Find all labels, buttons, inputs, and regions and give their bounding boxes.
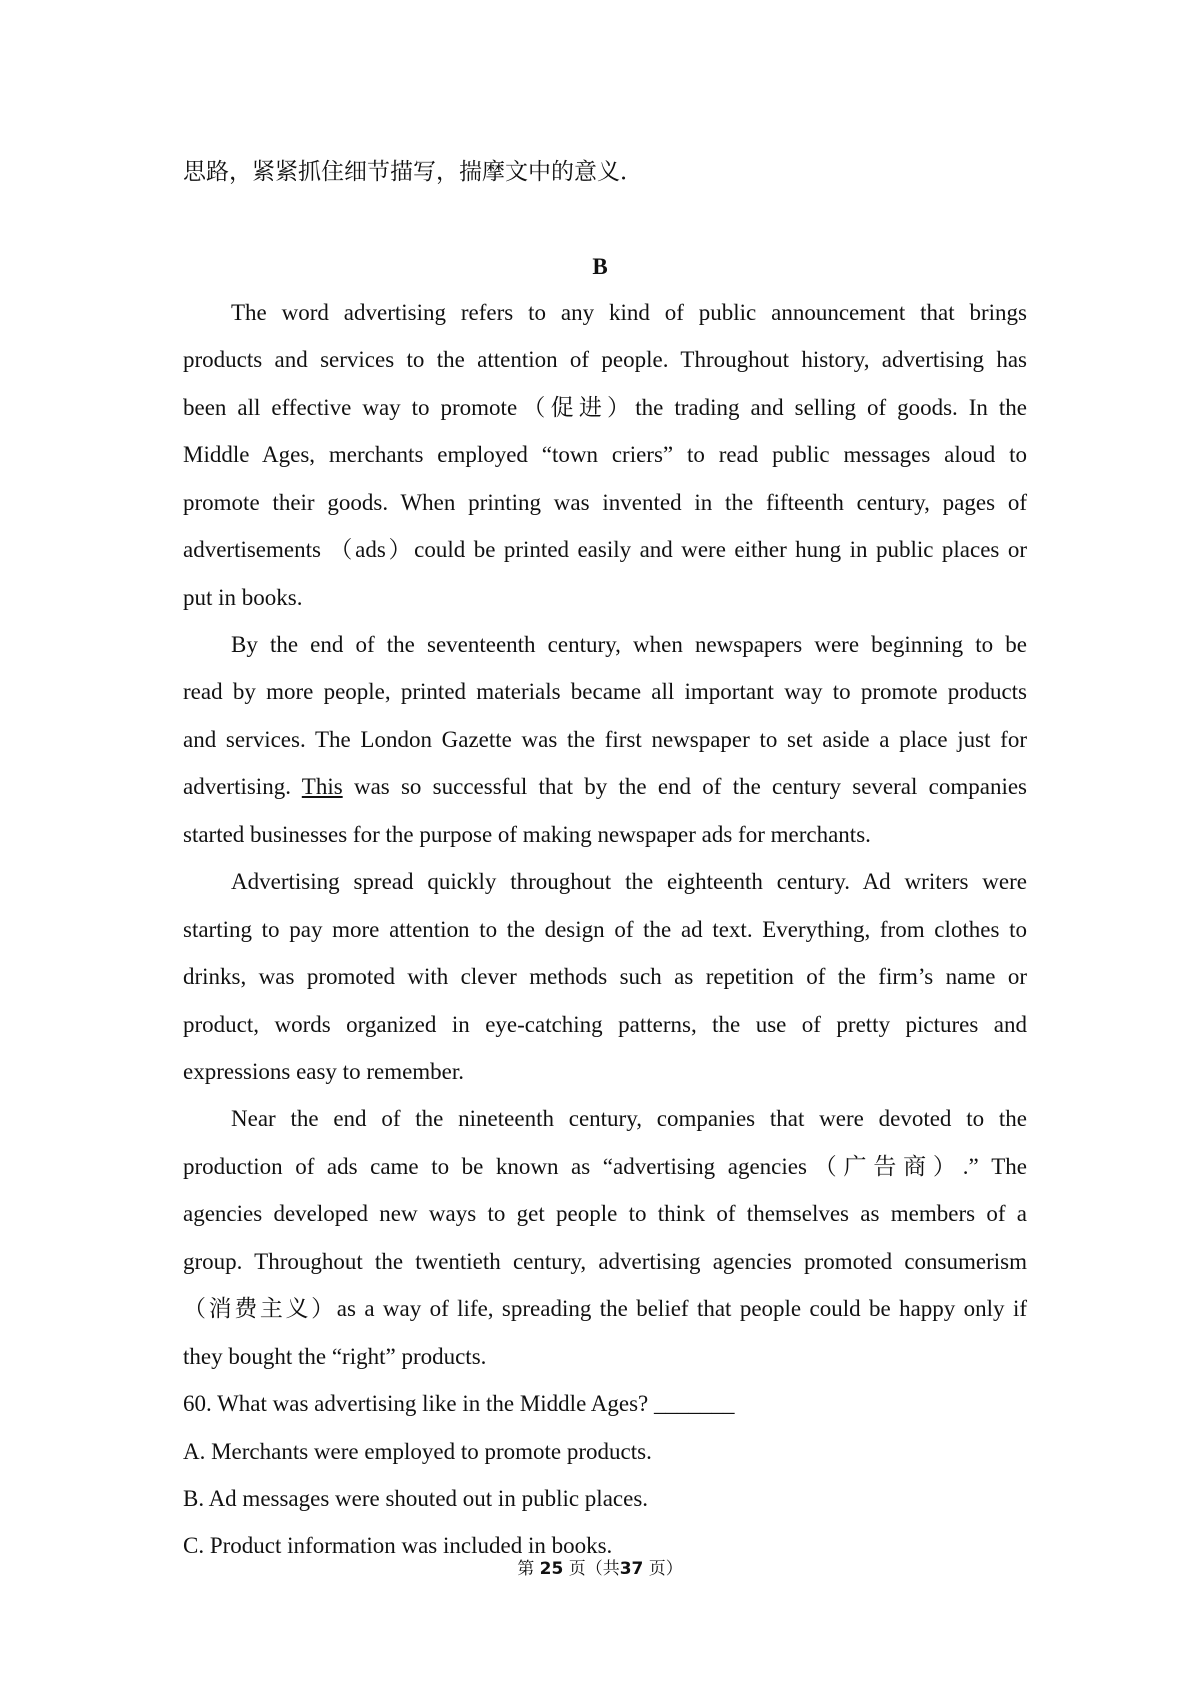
section-heading: B [592,254,608,279]
footer-total-pages: 37 [619,1559,644,1579]
paragraph-2-line-1: By the end of the seventeenth century, when newspapers were beginning to be [231,632,1027,657]
paragraph-2-line-5: started businesses for the purpose of making newspaper ads for merchants. [183,822,871,847]
paragraph-3-line-3: drinks, was promoted with clever methods such as repetition of the firm’s name or [183,964,1027,989]
paragraph-1-line-7: put in books. [183,585,303,610]
paragraph-2-line-2: read by more people, printed materials became all important way to promote products [183,679,1027,704]
paragraph-1-line-3: been all effective way to promote（促进）the trading and selling of goods. In the [183,395,1027,420]
paragraph-4-line-2: production of ads came to be known as “advertising agencies（广告商）.” The [183,1154,1027,1179]
footer-prefix: 第 [517,1559,535,1579]
option-c: C. Product information was included in books. [183,1533,613,1558]
paragraph-2-line-4-end: was so successful that by the end of the century several companies [353,774,1028,799]
paragraph-3-line-1: Advertising spread quickly throughout the eighteenth century. Ad writers were [231,869,1027,894]
page-footer [0,1558,1200,1580]
paragraph-2-line-3: and services. The London Gazette was the first newspaper to set aside a place just for [183,727,1027,752]
paragraph-3-line-2: starting to pay more attention to the design of the ad text. Everything, from clothes to [183,917,1027,942]
paragraph-2-line-4 [183,772,1027,802]
footer-suffix: 页） [648,1559,683,1579]
option-a: A. Merchants were employed to promote products. [183,1439,652,1464]
footer-middle: 页（共 [568,1559,620,1579]
paragraph-1-line-4: Middle Ages, merchants employed “town criers” to read public messages aloud to [183,442,1027,467]
footer-page-number: 25 [539,1559,564,1579]
paragraph-1-line-2: products and services to the attention of people. Throughout history, advertising has [183,347,1027,372]
paragraph-1-line-6: advertisements （ads）could be printed easily and were either hung in public places or [183,537,1027,562]
paragraph-4-line-1: Near the end of the nineteenth century, companies that were devoted to the [231,1106,1027,1131]
paragraph-4-line-3: agencies developed new ways to get people to think of themselves as members of a [183,1201,1027,1226]
intro-line: 思路，紧紧抓住细节描写，揣摩文中的意义． [183,159,643,184]
paragraph-1-line-5: promote their goods. When printing was invented in the fifteenth century, pages of [183,490,1027,515]
underlined-word: This [301,774,343,799]
paragraph-4-line-5: （消费主义）as a way of life, spreading the belief that people could be happy only if [183,1296,1027,1321]
paragraph-3-line-4: product, words organized in eye-catching patterns, the use of pretty pictures and [183,1012,1027,1037]
paragraph-4-line-6: they bought the “right” products. [183,1344,487,1369]
question-stem: 60. What was advertising like in the Middle Ages? _______ [183,1391,735,1416]
paragraph-3-line-5: expressions easy to remember. [183,1059,465,1084]
option-b: B. Ad messages were shouted out in public places. [183,1486,649,1511]
paragraph-1-line-1: The word advertising refers to any kind of public announcement that brings [231,300,1027,325]
paragraph-4-line-4: group. Throughout the twentieth century, advertising agencies promoted consumerism [183,1249,1027,1274]
paragraph-2-line-4-start: advertising. [183,774,291,799]
